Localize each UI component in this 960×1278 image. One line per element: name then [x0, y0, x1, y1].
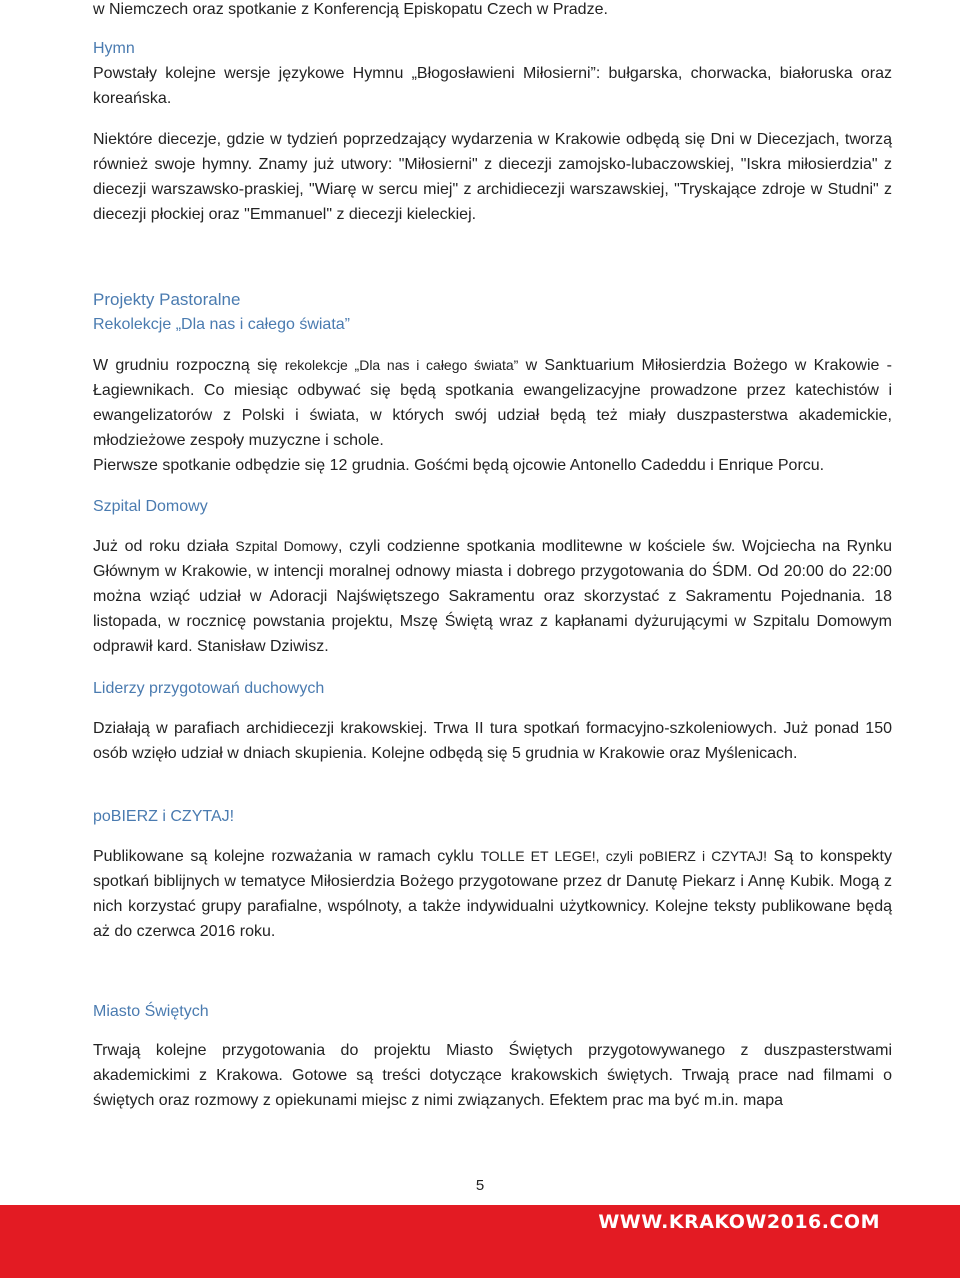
- heading-szpital: Szpital Domowy: [93, 498, 208, 515]
- paragraph-liderzy: Działają w parafiach archidiecezji krakowskiej. Trwa II tura spotkań formacyjno-szkoleniowych. Już ponad 150 osób wzięło udział w dniach skupienia. Kolejne odbędą się 5 grudnia w Krakowie oraz Myślenicach.: [93, 720, 892, 762]
- text-run: W grudniu rozpoczną się: [93, 357, 285, 374]
- section-projekty-body: [93, 353, 892, 478]
- paragraph-projekty-1: [93, 353, 892, 453]
- paragraph-projekty-2: Pierwsze spotkanie odbędzie się 12 grudnia. Gośćmi będą ojcowie Antonello Cadeddu i Enrique Porcu.: [93, 457, 825, 474]
- text-run-small: rekolekcje „Dla nas i całego świata”: [284, 357, 519, 373]
- continuation-line: w Niemczech oraz spotkanie z Konferencją Episkopatu Czech w Pradze.: [93, 1, 608, 18]
- text-run-small: Szpital Domowy: [235, 538, 339, 554]
- heading-projekty: Projekty Pastoralne: [93, 290, 241, 309]
- text-run: Są to konspekty spotkań biblijnych w tematyce Miłosierdzia Bożego przygotowane przez dr Danutę Piekarz i Annę Kubik. Mogą z nich korzystać grupy parafialne, wspólnoty, a także indywidualni użytkownicy. Kolejne teksty publikowane będą aż do czerwca 2016 roku.: [93, 848, 893, 940]
- text-run: w Sanktuarium Miłosierdzia Bożego w Krakowie - Łagiewnikach. Co miesiąc odbywać się będą spotkania ewangelizacyjne prowadzone przez katechistów i ewangelizatorów z Polski i świata, w których swój udział będą też miały duszpasterstwa akademickie, młodzieżowe zespoły muzyczne i schole.: [93, 357, 892, 449]
- section-hymn: [93, 36, 892, 111]
- text-run: , czyli codzienne spotkania modlitewne w kościele św. Wojciecha na Rynku Głównym w Krakowie, w intencji moralnej odnowy miasta i dobrego przygotowania do ŚDM. Od 20:00 do 22:00 można wziąć udział w Adoracji Najświętszego Sakramentu oraz skorzystać z Sakramentu Pojednania. 18 listopada, w rocznicę powstania projektu, Mszę Świętą wraz z kapłanami dyżurującymi w Szpitalu Domowym odprawił kard. Stanisław Dziwisz.: [93, 538, 893, 655]
- paragraph-hymn-1: Powstały kolejne wersje językowe Hymnu „Błogosławieni Miłosierni”: bułgarska, chorwacka, białoruska oraz koreańska.: [93, 65, 892, 107]
- paragraph-pobierz: [93, 844, 892, 944]
- text-run: Publikowane są kolejne rozważania w ramach cyklu: [93, 848, 481, 865]
- subheading-rekolekcje: Rekolekcje „Dla nas i całego świata”: [93, 316, 350, 333]
- text-run: Już od roku działa: [93, 538, 236, 555]
- footer-bar: [0, 1205, 960, 1278]
- paragraph-szpital: [93, 534, 892, 659]
- heading-hymn: Hymn: [93, 40, 135, 57]
- section-projekty: [93, 287, 892, 337]
- page-number: 5: [475, 1177, 485, 1194]
- footer-url-link[interactable]: WWW.KRAKOW2016.COM: [598, 1211, 880, 1233]
- heading-pobierz: poBIERZ i CZYTAJ!: [93, 808, 235, 825]
- paragraph-miasto: Trwają kolejne przygotowania do projektu Miasto Świętych przygotowywanego z duszpasterstwami akademickimi z Krakowa. Gotowe są treści dotyczące krakowskich świętych. Trwają prace nad filmami o świętych oraz rozmowy z opiekunami miejsc z nimi związanych. Efektem prac ma być m.in. mapa: [93, 1042, 892, 1109]
- text-run-small: TOLLE ET LEGE!, czyli poBIERZ i CZYTAJ!: [480, 848, 767, 864]
- paragraph-hymn-2: Niektóre diecezje, gdzie w tydzień poprzedzający wydarzenia w Krakowie odbędą się Dni w Diecezjach, tworzą również swoje hymny. Znamy już utwory: "Miłosierni" z diecezji zamojsko-lubaczowskiej, "Iskra miłosierdzia" z diecezji warszawsko-praskiej, "Wiarę w sercu miej" z archidiecezji warszawskiej, "Tryskające zdroje w Studni" z diecezji płockiej oraz "Emmanuel" z diecezji kieleckiej.: [93, 131, 892, 223]
- heading-miasto: Miasto Świętych: [93, 1003, 209, 1020]
- heading-liderzy: Liderzy przygotowań duchowych: [93, 680, 325, 697]
